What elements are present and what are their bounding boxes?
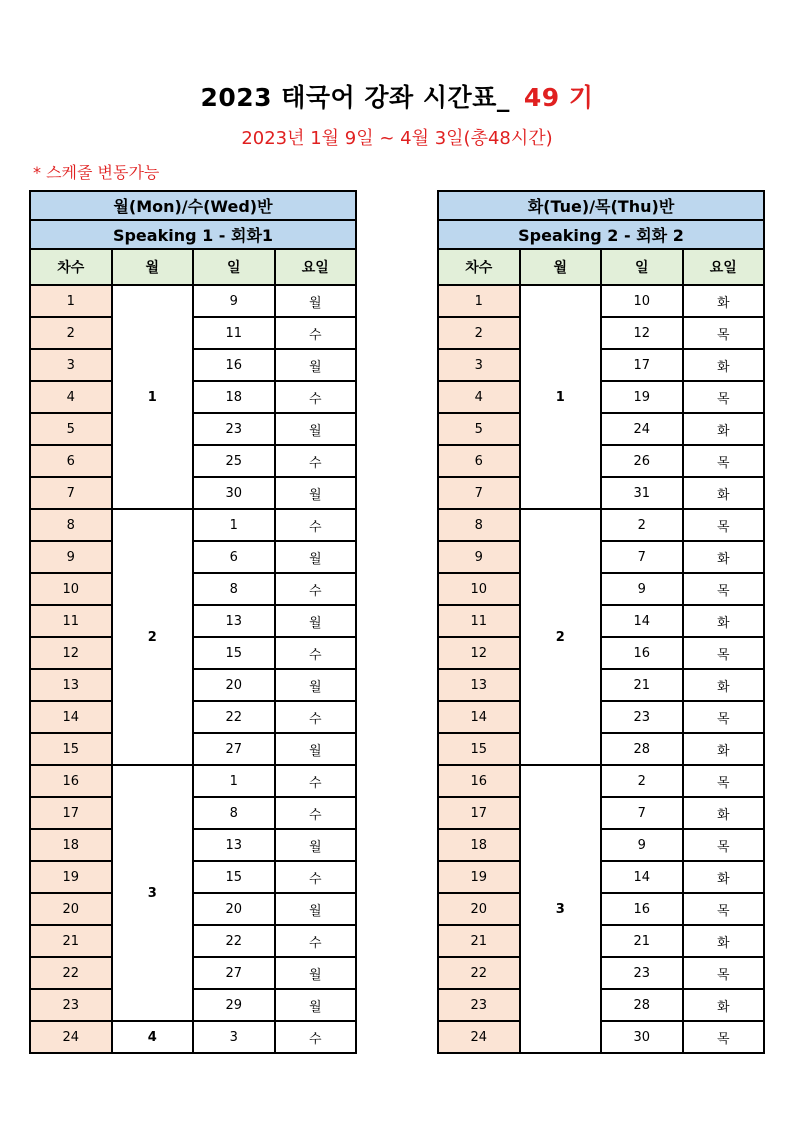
- weekday-cell: 화: [683, 989, 765, 1021]
- session-number-cell: 17: [30, 797, 112, 829]
- class-days-heading: 월(Mon)/수(Wed)반: [30, 191, 356, 220]
- day-cell: 12: [601, 317, 683, 349]
- session-number-cell: 20: [438, 893, 520, 925]
- weekday-cell: 화: [683, 541, 765, 573]
- session-number-cell: 8: [30, 509, 112, 541]
- session-number-cell: 19: [30, 861, 112, 893]
- month-cell: 2: [520, 509, 602, 765]
- weekday-cell: 화: [683, 733, 765, 765]
- weekday-cell: 목: [683, 381, 765, 413]
- schedule-row: [438, 445, 764, 477]
- schedule-row: [30, 701, 356, 733]
- day-cell: 16: [601, 893, 683, 925]
- month-cell: 3: [520, 765, 602, 1053]
- session-number-cell: 5: [438, 413, 520, 445]
- day-cell: 7: [601, 797, 683, 829]
- weekday-cell: 목: [683, 509, 765, 541]
- session-number-cell: 17: [438, 797, 520, 829]
- schedule-row: [438, 317, 764, 349]
- session-number-cell: 18: [30, 829, 112, 861]
- day-cell: 31: [601, 477, 683, 509]
- session-number-cell: 12: [438, 637, 520, 669]
- column-header-row: [438, 249, 764, 285]
- session-number-cell: 7: [30, 477, 112, 509]
- schedule-row: [438, 797, 764, 829]
- day-cell: 14: [601, 861, 683, 893]
- class-header-row: [30, 191, 356, 220]
- session-number-cell: 14: [438, 701, 520, 733]
- day-column-header: 일: [601, 249, 683, 285]
- day-cell: 1: [193, 509, 275, 541]
- day-cell: 9: [601, 829, 683, 861]
- schedule-row: [30, 797, 356, 829]
- schedule-row: [30, 733, 356, 765]
- day-cell: 21: [601, 925, 683, 957]
- weekday-cell: 화: [683, 413, 765, 445]
- schedule-row: [438, 637, 764, 669]
- schedule-row: [438, 701, 764, 733]
- schedule-row: [438, 1021, 764, 1053]
- mon-wed-schedule-table: [29, 190, 357, 1054]
- schedule-row: [30, 541, 356, 573]
- weekday-cell: 월: [275, 541, 357, 573]
- session-number-cell: 11: [438, 605, 520, 637]
- weekday-cell: 화: [683, 797, 765, 829]
- weekday-cell: 화: [683, 285, 765, 317]
- day-cell: 13: [193, 605, 275, 637]
- schedule-row: [30, 989, 356, 1021]
- course-name-heading: Speaking 1 - 회화1: [30, 220, 356, 249]
- session-number-cell: 16: [438, 765, 520, 797]
- weekday-cell: 수: [275, 509, 357, 541]
- schedule-row: [438, 605, 764, 637]
- schedule-row: [438, 381, 764, 413]
- weekday-cell: 수: [275, 925, 357, 957]
- schedule-row: [438, 509, 764, 541]
- day-cell: 6: [193, 541, 275, 573]
- session-number-cell: 8: [438, 509, 520, 541]
- day-cell: 25: [193, 445, 275, 477]
- weekday-cell: 목: [683, 573, 765, 605]
- weekday-cell: 목: [683, 445, 765, 477]
- day-cell: 23: [193, 413, 275, 445]
- weekday-cell: 월: [275, 285, 357, 317]
- session-number-cell: 10: [438, 573, 520, 605]
- course-header-row: [438, 220, 764, 249]
- weekday-cell: 월: [275, 413, 357, 445]
- weekday-cell: 월: [275, 893, 357, 925]
- day-cell: 29: [193, 989, 275, 1021]
- month-cell: 3: [112, 765, 194, 1021]
- day-cell: 27: [193, 957, 275, 989]
- schedule-row: [30, 317, 356, 349]
- day-column-header: 일: [193, 249, 275, 285]
- weekday-cell: 목: [683, 701, 765, 733]
- session-number-cell: 20: [30, 893, 112, 925]
- schedule-row: [30, 285, 356, 317]
- weekday-cell: 월: [275, 957, 357, 989]
- weekday-cell: 목: [683, 957, 765, 989]
- month-cell: 1: [520, 285, 602, 509]
- day-cell: 30: [193, 477, 275, 509]
- day-cell: 16: [601, 637, 683, 669]
- page-title: [0, 78, 794, 114]
- day-cell: 8: [193, 573, 275, 605]
- session-number-cell: 4: [438, 381, 520, 413]
- day-cell: 20: [193, 893, 275, 925]
- session-number-cell: 1: [438, 285, 520, 317]
- column-header-row: [30, 249, 356, 285]
- month-cell: 2: [112, 509, 194, 765]
- weekday-cell: 목: [683, 893, 765, 925]
- session-number-cell: 15: [30, 733, 112, 765]
- day-cell: 8: [193, 797, 275, 829]
- day-cell: 22: [193, 925, 275, 957]
- weekday-cell: 목: [683, 1021, 765, 1053]
- weekday-cell: 월: [275, 477, 357, 509]
- schedule-row: [30, 637, 356, 669]
- day-cell: 9: [193, 285, 275, 317]
- schedule-row: [30, 829, 356, 861]
- weekday-column-header: 요일: [683, 249, 765, 285]
- schedule-row: [30, 1021, 356, 1053]
- schedule-row: [438, 989, 764, 1021]
- weekday-cell: 수: [275, 637, 357, 669]
- schedule-row: [30, 413, 356, 445]
- class-days-heading: 화(Tue)/목(Thu)반: [438, 191, 764, 220]
- session-number-cell: 11: [30, 605, 112, 637]
- session-number-cell: 24: [30, 1021, 112, 1053]
- schedule-row: [30, 509, 356, 541]
- day-cell: 11: [193, 317, 275, 349]
- schedule-row: [438, 925, 764, 957]
- session-number-cell: 16: [30, 765, 112, 797]
- session-column-header: 차수: [30, 249, 112, 285]
- weekday-cell: 수: [275, 317, 357, 349]
- day-cell: 16: [193, 349, 275, 381]
- session-number-cell: 3: [438, 349, 520, 381]
- schedule-row: [30, 381, 356, 413]
- weekday-cell: 수: [275, 765, 357, 797]
- session-number-cell: 12: [30, 637, 112, 669]
- schedule-row: [30, 861, 356, 893]
- session-number-cell: 1: [30, 285, 112, 317]
- day-cell: 9: [601, 573, 683, 605]
- session-number-cell: 6: [438, 445, 520, 477]
- session-number-cell: 21: [30, 925, 112, 957]
- session-number-cell: 9: [438, 541, 520, 573]
- schedule-row: [438, 349, 764, 381]
- session-number-cell: 14: [30, 701, 112, 733]
- schedule-row: [30, 349, 356, 381]
- session-number-cell: 23: [30, 989, 112, 1021]
- schedule-row: [438, 733, 764, 765]
- weekday-cell: 수: [275, 381, 357, 413]
- session-number-cell: 3: [30, 349, 112, 381]
- schedule-change-note: * 스케줄 변동가능: [33, 163, 160, 182]
- session-column-header: 차수: [438, 249, 520, 285]
- weekday-cell: 월: [275, 989, 357, 1021]
- weekday-cell: 화: [683, 477, 765, 509]
- class-header-row: [438, 191, 764, 220]
- schedule-row: [30, 957, 356, 989]
- month-column-header: 월: [112, 249, 194, 285]
- weekday-cell: 월: [275, 349, 357, 381]
- session-number-cell: 10: [30, 573, 112, 605]
- schedule-row: [438, 413, 764, 445]
- day-cell: 18: [193, 381, 275, 413]
- session-number-cell: 5: [30, 413, 112, 445]
- day-cell: 27: [193, 733, 275, 765]
- weekday-cell: 목: [683, 765, 765, 797]
- weekday-cell: 월: [275, 829, 357, 861]
- day-cell: 24: [601, 413, 683, 445]
- day-cell: 23: [601, 701, 683, 733]
- tue-thu-schedule-table: [437, 190, 765, 1054]
- weekday-cell: 화: [683, 349, 765, 381]
- schedule-row: [438, 285, 764, 317]
- session-number-cell: 2: [30, 317, 112, 349]
- session-number-cell: 24: [438, 1021, 520, 1053]
- schedule-row: [438, 765, 764, 797]
- session-number-cell: 9: [30, 541, 112, 573]
- session-number-cell: 19: [438, 861, 520, 893]
- day-cell: 20: [193, 669, 275, 701]
- title-term-number: 49 기: [523, 83, 594, 112]
- weekday-cell: 화: [683, 605, 765, 637]
- session-number-cell: 6: [30, 445, 112, 477]
- month-column-header: 월: [520, 249, 602, 285]
- session-number-cell: 22: [30, 957, 112, 989]
- weekday-cell: 월: [275, 733, 357, 765]
- weekday-cell: 수: [275, 701, 357, 733]
- weekday-cell: 화: [683, 925, 765, 957]
- day-cell: 17: [601, 349, 683, 381]
- schedule-row: [30, 765, 356, 797]
- day-cell: 19: [601, 381, 683, 413]
- schedule-row: [438, 957, 764, 989]
- weekday-cell: 월: [275, 605, 357, 637]
- day-cell: 28: [601, 989, 683, 1021]
- day-cell: 2: [601, 765, 683, 797]
- month-cell: 4: [112, 1021, 194, 1053]
- session-number-cell: 2: [438, 317, 520, 349]
- title-main: 2023 태국어 강좌 시간표_: [200, 83, 510, 112]
- schedule-row: [30, 669, 356, 701]
- weekday-cell: 수: [275, 797, 357, 829]
- schedule-row: [30, 573, 356, 605]
- weekday-cell: 화: [683, 861, 765, 893]
- schedule-row: [30, 605, 356, 637]
- day-cell: 15: [193, 637, 275, 669]
- weekday-cell: 수: [275, 1021, 357, 1053]
- schedule-row: [30, 445, 356, 477]
- session-number-cell: 13: [30, 669, 112, 701]
- schedule-row: [30, 477, 356, 509]
- day-cell: 2: [601, 509, 683, 541]
- month-cell: 1: [112, 285, 194, 509]
- day-cell: 28: [601, 733, 683, 765]
- day-cell: 14: [601, 605, 683, 637]
- weekday-cell: 수: [275, 861, 357, 893]
- day-cell: 21: [601, 669, 683, 701]
- session-number-cell: 13: [438, 669, 520, 701]
- day-cell: 23: [601, 957, 683, 989]
- schedule-row: [438, 829, 764, 861]
- weekday-cell: 목: [683, 637, 765, 669]
- session-number-cell: 4: [30, 381, 112, 413]
- schedule-row: [438, 573, 764, 605]
- course-header-row: [30, 220, 356, 249]
- schedule-row: [438, 893, 764, 925]
- session-number-cell: 18: [438, 829, 520, 861]
- weekday-cell: 수: [275, 573, 357, 605]
- day-cell: 13: [193, 829, 275, 861]
- weekday-cell: 화: [683, 669, 765, 701]
- weekday-cell: 목: [683, 829, 765, 861]
- day-cell: 15: [193, 861, 275, 893]
- schedule-row: [30, 893, 356, 925]
- schedule-row: [30, 925, 356, 957]
- day-cell: 10: [601, 285, 683, 317]
- session-number-cell: 22: [438, 957, 520, 989]
- weekday-cell: 월: [275, 669, 357, 701]
- schedule-row: [438, 669, 764, 701]
- course-name-heading: Speaking 2 - 회화 2: [438, 220, 764, 249]
- session-number-cell: 7: [438, 477, 520, 509]
- date-range-subtitle: 2023년 1월 9일 ~ 4월 3일(총48시간): [241, 128, 553, 149]
- session-number-cell: 21: [438, 925, 520, 957]
- day-cell: 30: [601, 1021, 683, 1053]
- session-number-cell: 23: [438, 989, 520, 1021]
- weekday-column-header: 요일: [275, 249, 357, 285]
- schedule-row: [438, 477, 764, 509]
- day-cell: 1: [193, 765, 275, 797]
- schedule-row: [438, 861, 764, 893]
- session-number-cell: 15: [438, 733, 520, 765]
- weekday-cell: 수: [275, 445, 357, 477]
- day-cell: 22: [193, 701, 275, 733]
- schedule-row: [438, 541, 764, 573]
- day-cell: 7: [601, 541, 683, 573]
- day-cell: 3: [193, 1021, 275, 1053]
- day-cell: 26: [601, 445, 683, 477]
- weekday-cell: 목: [683, 317, 765, 349]
